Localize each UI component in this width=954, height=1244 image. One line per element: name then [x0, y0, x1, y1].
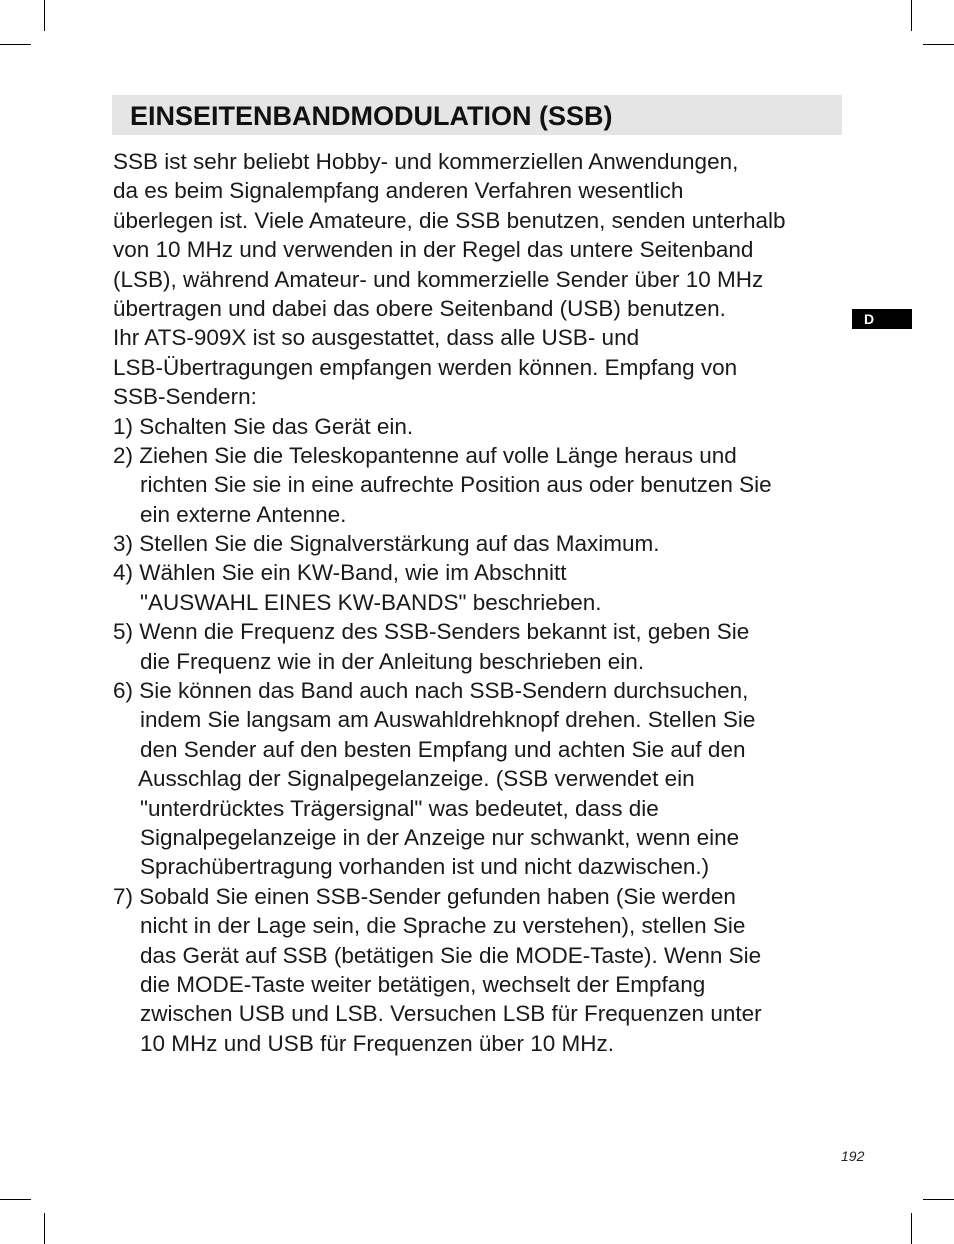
paragraph-line: SSB-Sendern:	[113, 384, 257, 410]
crop-mark	[0, 1199, 31, 1200]
paragraph-line: überlegen ist. Viele Amateure, die SSB benutzen, senden unterhalb	[113, 207, 786, 233]
language-tab: D	[852, 309, 912, 329]
paragraph-line: Ihr ATS-909X ist so ausgestattet, dass alle USB- und	[113, 325, 640, 351]
list-item-continuation: "unterdrücktes Trägersignal" was bedeutet, dass die	[140, 795, 659, 821]
paragraph-line: da es beim Signalempfang anderen Verfahren wesentlich	[113, 178, 684, 204]
list-item-continuation: "AUSWAHL EINES KW-BANDS" beschrieben.	[140, 589, 602, 615]
crop-mark	[44, 0, 45, 31]
list-item-continuation: Ausschlag der Signalpegelanzeige. (SSB verwendet ein	[138, 766, 695, 792]
crop-mark	[911, 1213, 912, 1244]
crop-mark	[911, 0, 912, 31]
list-item-continuation: ein externe Antenne.	[140, 501, 347, 527]
paragraph-line: SSB ist sehr beliebt Hobby- und kommerziellen Anwendungen,	[113, 149, 739, 174]
list-item-continuation: das Gerät auf SSB (betätigen Sie die MODE-Taste). Wenn Sie	[140, 942, 762, 968]
body-text	[113, 147, 853, 1058]
crop-mark	[923, 1199, 954, 1200]
list-item-line: 6) Sie können das Band auch nach SSB-Sendern durchsuchen,	[113, 678, 749, 704]
list-item-continuation: die MODE-Taste weiter betätigen, wechselt der Empfang	[140, 971, 706, 997]
paragraph-line: LSB-Übertragungen empfangen werden können. Empfang von	[113, 354, 738, 380]
paragraph-line: übertragen und dabei das obere Seitenband (USB) benutzen.	[113, 295, 726, 321]
list-item-continuation: nicht in der Lage sein, die Sprache zu verstehen), stellen Sie	[140, 913, 746, 939]
paragraph-line: von 10 MHz und verwenden in der Regel das untere Seitenband	[113, 237, 754, 263]
list-item-continuation: richten Sie sie in eine aufrechte Position aus oder benutzen Sie	[140, 472, 772, 498]
list-item-line: 2) Ziehen Sie die Teleskopantenne auf volle Länge heraus und	[113, 442, 737, 468]
list-item-continuation: Sprachübertragung vorhanden ist und nicht dazwischen.)	[140, 854, 710, 880]
list-item-continuation: den Sender auf den besten Empfang und achten Sie auf den	[140, 736, 746, 762]
section-title: EINSEITENBANDMODULATION (SSB)	[130, 101, 613, 131]
list-item-continuation: indem Sie langsam am Auswahldrehknopf drehen. Stellen Sie	[140, 707, 756, 733]
list-item-line: 5) Wenn die Frequenz des SSB-Senders bekannt ist, geben Sie	[113, 619, 750, 645]
page-number: 192	[841, 1148, 865, 1164]
list-item-continuation: die Frequenz wie in der Anleitung beschrieben ein.	[140, 648, 645, 674]
list-item-line: 3) Stellen Sie die Signalverstärkung auf das Maximum.	[113, 531, 660, 557]
list-item-continuation: Signalpegelanzeige in der Anzeige nur schwankt, wenn eine	[140, 824, 740, 850]
list-item-continuation: 10 MHz und USB für Frequenzen über 10 MHz.	[140, 1030, 614, 1056]
list-item-line: 1) Schalten Sie das Gerät ein.	[113, 413, 414, 439]
crop-mark	[44, 1213, 45, 1244]
crop-mark	[0, 44, 31, 45]
list-item-line: 7) Sobald Sie einen SSB-Sender gefunden haben (Sie werden	[113, 883, 736, 909]
list-item-line: 4) Wählen Sie ein KW-Band, wie im Abschnitt	[113, 560, 567, 586]
list-item-continuation: zwischen USB und LSB. Versuchen LSB für Frequenzen unter	[140, 1001, 762, 1027]
paragraph-line: (LSB), während Amateur- und kommerzielle Sender über 10 MHz	[113, 266, 764, 292]
crop-mark	[923, 44, 954, 45]
section-header	[112, 95, 842, 135]
